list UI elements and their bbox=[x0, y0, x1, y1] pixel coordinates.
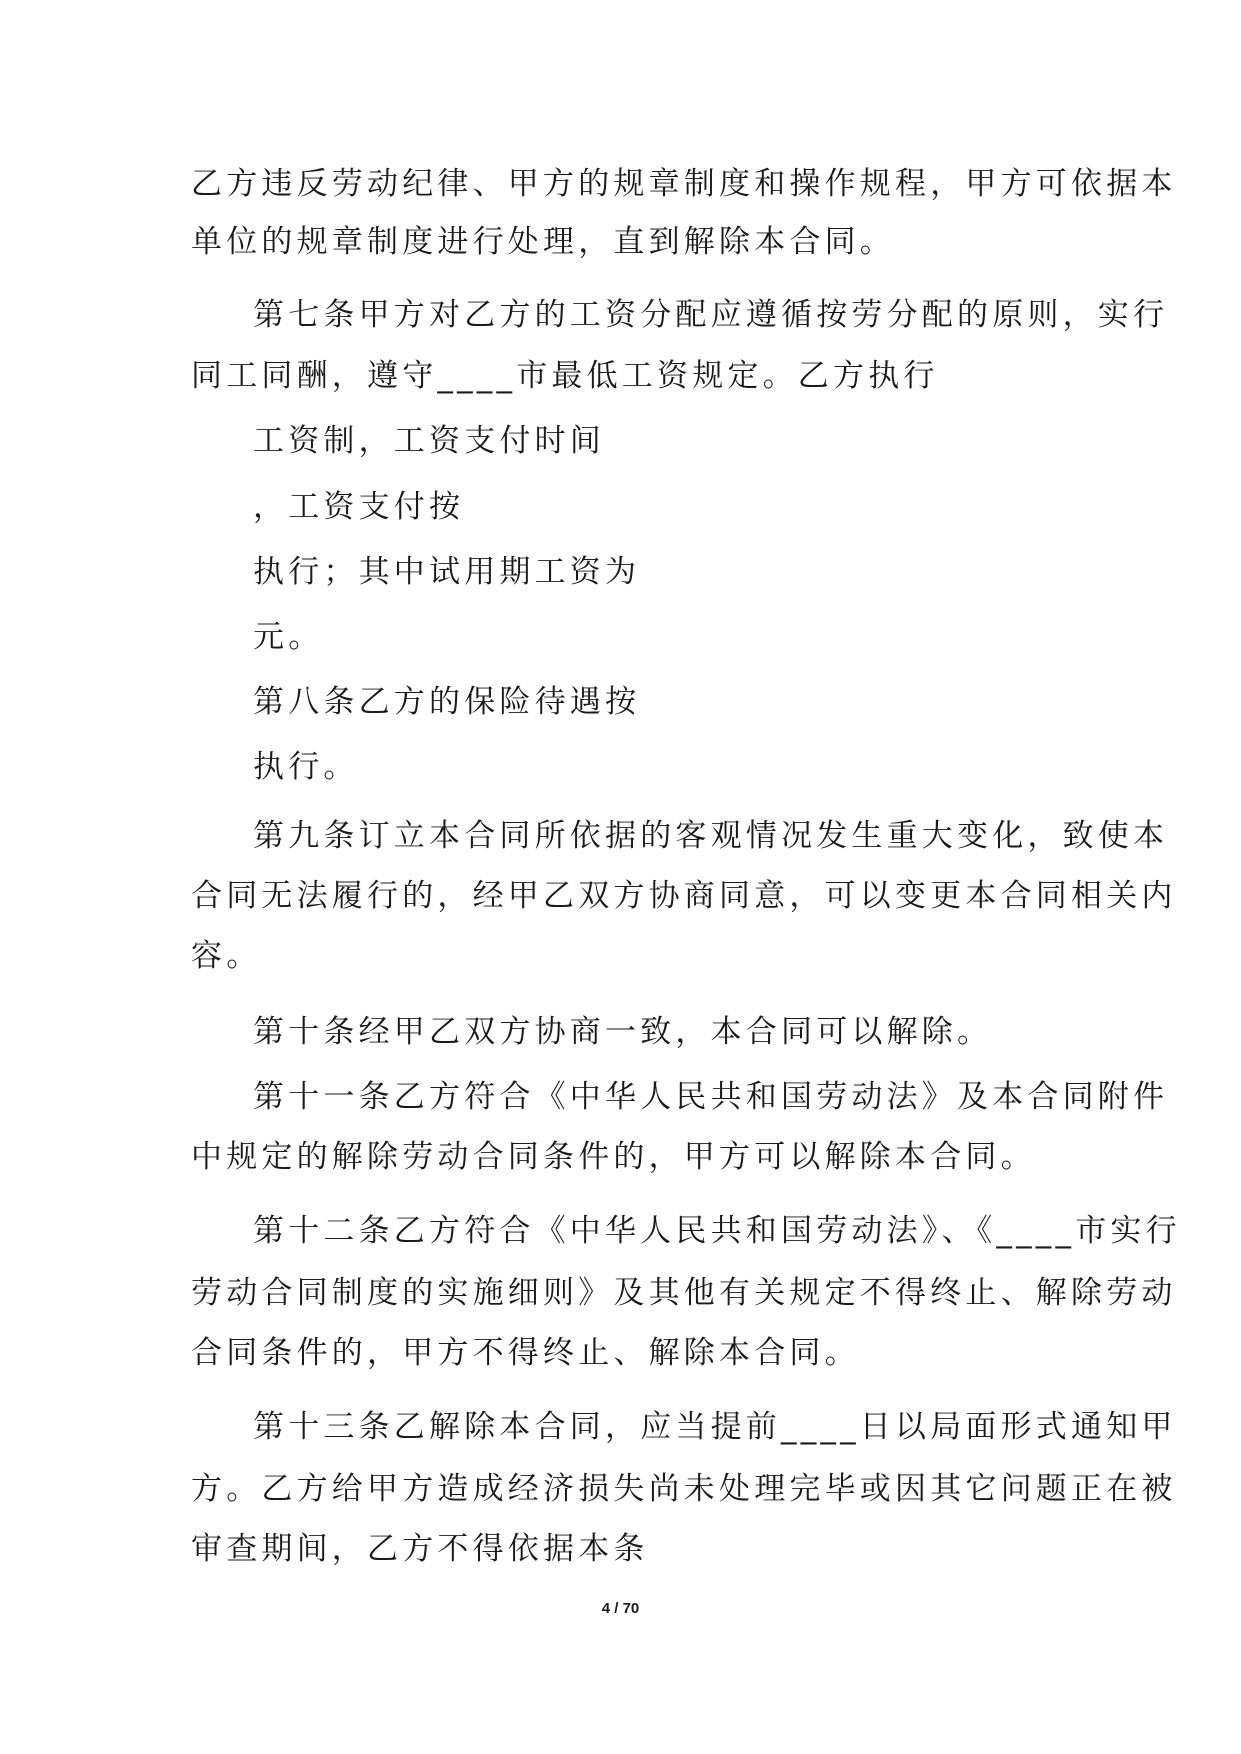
text-line: 第九条订立本合同所依据的客观情况发生重大变化，致使本 bbox=[253, 818, 1169, 854]
text-line: 劳动合同制度的实施细则》及其他有关规定不得终止、解除劳动 bbox=[191, 1275, 1177, 1311]
text-line: 同工同酬，遵守____市最低工资规定。乙方执行 bbox=[191, 358, 939, 394]
text-line: 第十三条乙解除本合同，应当提前____日以局面形式通知甲 bbox=[253, 1409, 1177, 1445]
text-line: 执行。 bbox=[253, 749, 359, 785]
text-line: 第十条经甲乙双方协商一致，本合同可以解除。 bbox=[253, 1014, 993, 1050]
text-line: 单位的规章制度进行处理，直到解除本合同。 bbox=[191, 224, 895, 260]
text-line: ，工资支付按 bbox=[253, 489, 465, 525]
page-number: 4 / 70 bbox=[601, 1600, 640, 1617]
text-line: 第七条甲方对乙方的工资分配应遵循按劳分配的原则，实行 bbox=[253, 297, 1169, 333]
text-line: 合同条件的，甲方不得终止、解除本合同。 bbox=[191, 1335, 860, 1371]
text-line: 第八条乙方的保险待遇按 bbox=[253, 684, 641, 720]
text-line: 中规定的解除劳动合同条件的，甲方可以解除本合同。 bbox=[191, 1139, 1036, 1175]
text-line: 元。 bbox=[253, 619, 324, 655]
text-line: 执行；其中试用期工资为 bbox=[253, 554, 641, 590]
text-line: 容。 bbox=[191, 938, 262, 974]
text-line: 审查期间，乙方不得依据本条 bbox=[191, 1531, 649, 1567]
text-line: 方。乙方给甲方造成经济损失尚未处理完毕或因其它问题正在被 bbox=[191, 1471, 1177, 1507]
text-line: 第十二条乙方符合《中华人民共和国劳动法》、《____市实行 bbox=[253, 1213, 1181, 1249]
text-line: 第十一条乙方符合《中华人民共和国劳动法》及本合同附件 bbox=[253, 1079, 1169, 1115]
text-line: 乙方违反劳动纪律、甲方的规章制度和操作规程，甲方可依据本 bbox=[191, 166, 1177, 202]
text-line: 合同无法履行的，经甲乙双方协商同意，可以变更本合同相关内 bbox=[191, 878, 1177, 914]
text-line: 工资制，工资支付时间 bbox=[253, 423, 605, 459]
